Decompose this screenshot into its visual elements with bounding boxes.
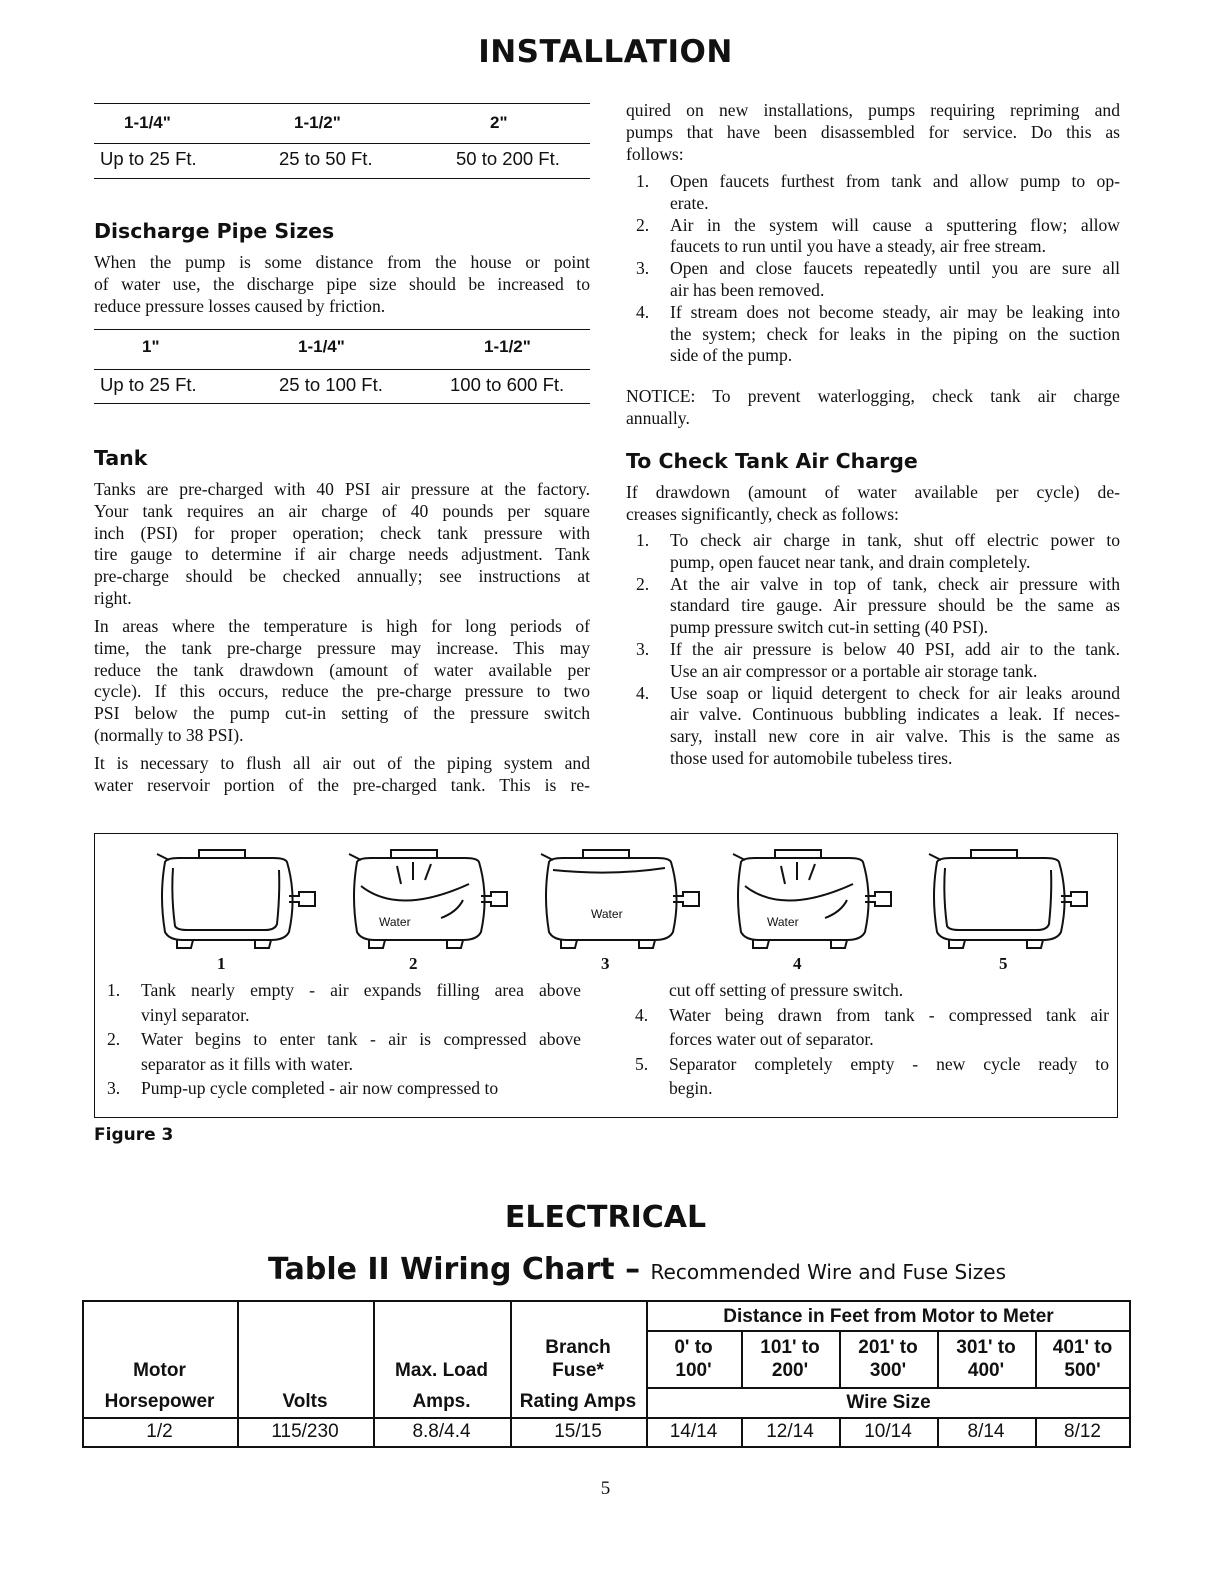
text-line: faucets to run until you have a steady, air free stream. bbox=[670, 236, 1046, 257]
text-line: water reservoir portion of the pre-charged tank. This is re- bbox=[94, 774, 590, 795]
column-header-distance: 200' bbox=[771, 1360, 809, 1381]
figure-3-box bbox=[94, 833, 1118, 1118]
text-line: In areas where the temperature is high for long periods of bbox=[94, 616, 590, 636]
table-header: 1-1/2" bbox=[484, 337, 531, 356]
list-number: 4. bbox=[636, 682, 650, 703]
list-item bbox=[636, 574, 1120, 639]
list-item bbox=[636, 530, 1120, 574]
electrical-title: ELECTRICAL bbox=[504, 1200, 707, 1235]
table-cell: 15/15 bbox=[554, 1421, 602, 1442]
caption-item bbox=[107, 978, 581, 1027]
text-line: If the air pressure is below 40 PSI, add air to the tank. bbox=[670, 638, 1120, 659]
text-line: Use an air compressor or a portable air storage tank. bbox=[670, 660, 1038, 681]
list-number: 2. bbox=[636, 214, 650, 235]
air-charge-heading: To Check Tank Air Charge bbox=[626, 449, 918, 473]
table-rule bbox=[94, 103, 590, 104]
tank-diagram-2 bbox=[339, 846, 529, 951]
column-header-distance: 101' to bbox=[760, 1337, 820, 1358]
text-line: separator as it fills with water. bbox=[141, 1053, 354, 1074]
table-rule bbox=[82, 1417, 1131, 1419]
text-line: begin. bbox=[669, 1078, 713, 1098]
text-line: creases significantly, check as follows: bbox=[626, 503, 899, 524]
tank-diagram-1 bbox=[147, 846, 337, 951]
list-item bbox=[636, 639, 1120, 683]
text-line: erate. bbox=[670, 192, 709, 213]
tank-number: 5 bbox=[999, 954, 1008, 973]
text-line: those used for automobile tubeless tires. bbox=[670, 747, 953, 768]
caption-number: 3. bbox=[107, 1078, 121, 1098]
table-rule bbox=[94, 143, 590, 144]
table-cell: 10/14 bbox=[864, 1421, 912, 1442]
table-rule bbox=[94, 178, 590, 179]
table-cell: Up to 25 Ft. bbox=[100, 148, 197, 169]
text-line: cut off setting of pressure switch. bbox=[669, 980, 904, 1000]
column-header-motor: Horsepower bbox=[104, 1391, 215, 1412]
table-header: 1-1/2" bbox=[294, 113, 341, 132]
text-line: When the pump is some distance from the house or point bbox=[94, 252, 590, 272]
text-line: tire gauge to determine if air charge needs adjustment. Tank bbox=[94, 544, 590, 565]
list-item bbox=[636, 683, 1120, 770]
list-number: 1. bbox=[636, 171, 650, 191]
tank-diagram-5 bbox=[919, 846, 1109, 951]
text-line: annually. bbox=[626, 407, 690, 428]
list-number: 1. bbox=[636, 530, 650, 550]
column-header-motor: Motor bbox=[133, 1360, 186, 1381]
table-header: 2" bbox=[490, 113, 508, 132]
list-number: 2. bbox=[636, 573, 650, 594]
list-number: 3. bbox=[636, 638, 650, 659]
tank-number: 2 bbox=[409, 954, 418, 973]
text-line: inch (PSI) for proper operation; check tank pressure with bbox=[94, 522, 590, 543]
wiring-table-title: Table II Wiring Chart – Recommended Wire and Fuse Sizes bbox=[268, 1252, 1007, 1287]
list-number: 4. bbox=[636, 301, 650, 322]
text-line: To check air charge in tank, shut off electric power to bbox=[670, 530, 1120, 550]
text-line: standard tire gauge. Air pressure should be the same as bbox=[670, 595, 1120, 616]
air-charge-steps bbox=[636, 530, 1120, 770]
text-line: Water begins to enter tank - air is compressed above bbox=[141, 1029, 581, 1049]
table-cell: 14/14 bbox=[669, 1421, 718, 1442]
table-cell: 8/14 bbox=[967, 1421, 1005, 1442]
text-line: Tanks are pre-charged with 40 PSI air pressure at the factory. bbox=[94, 479, 590, 499]
text-line: reduce the tank drawdown (amount of water available per bbox=[94, 659, 590, 680]
tank-paragraph-1 bbox=[94, 479, 590, 610]
table-rule bbox=[82, 1446, 1131, 1448]
caption-item bbox=[635, 1052, 1109, 1101]
tank-water-label: Water bbox=[591, 907, 623, 921]
discharge-paragraph bbox=[94, 252, 590, 317]
text-line: air has been removed. bbox=[670, 279, 825, 300]
figure-label: Figure 3 bbox=[94, 1125, 174, 1145]
column-header-distance: 0' to bbox=[674, 1337, 713, 1358]
column-header-distance: 401' to bbox=[1052, 1337, 1113, 1358]
text-line: reduce pressure losses caused by friction. bbox=[94, 295, 386, 316]
column-header-branch: Branch bbox=[545, 1337, 611, 1358]
tank-diagram-4 bbox=[723, 846, 913, 951]
caption-number: 1. bbox=[107, 980, 121, 1000]
table-header: 1" bbox=[142, 337, 160, 356]
text-line: Pump-up cycle completed - air now compressed to bbox=[141, 1078, 499, 1098]
text-line: It is necessary to flush all air out of the piping system and bbox=[94, 753, 590, 773]
text-line: PSI below the pump cut-in setting of the pressure switch bbox=[94, 703, 590, 724]
text-line: At the air valve in top of tank, check air pressure with bbox=[670, 573, 1120, 594]
text-line: Separator completely empty - new cycle ready to bbox=[669, 1053, 1109, 1074]
list-item bbox=[636, 302, 1120, 367]
tank-paragraph-2 bbox=[94, 616, 590, 747]
notice bbox=[626, 386, 1120, 430]
table-header: 1-1/4" bbox=[298, 337, 345, 356]
table-rule bbox=[82, 1300, 1131, 1302]
air-charge-intro bbox=[626, 482, 1120, 526]
column-header-distance: 400' bbox=[967, 1360, 1005, 1381]
text-line: Your tank requires an air charge of 40 pounds per square bbox=[94, 500, 590, 521]
column-header-branch: Rating Amps bbox=[519, 1391, 637, 1412]
text-line: quired on new installations, pumps requiring repriming and bbox=[626, 100, 1120, 120]
discharge-heading: Discharge Pipe Sizes bbox=[94, 219, 335, 243]
tank-heading: Tank bbox=[94, 446, 148, 470]
column-header-distance: 301' to bbox=[956, 1337, 1016, 1358]
table-cell: 25 to 100 Ft. bbox=[279, 374, 383, 395]
wiring-chart-table bbox=[82, 1300, 1131, 1448]
tank-water-label: Water bbox=[379, 915, 411, 929]
text-line: follows: bbox=[626, 143, 684, 164]
tank-paragraph-3 bbox=[94, 753, 590, 797]
table-cell: 1/2 bbox=[146, 1421, 173, 1442]
tank-number: 4 bbox=[793, 954, 802, 973]
figure-captions-left bbox=[107, 978, 581, 1101]
caption-item bbox=[107, 1027, 581, 1076]
column-header-max-load: Amps. bbox=[412, 1391, 471, 1412]
text-line: Water being drawn from tank - compressed tank air bbox=[669, 1004, 1109, 1025]
caption-number: 4. bbox=[635, 1004, 649, 1025]
column-header-max-load: Max. Load bbox=[395, 1360, 488, 1381]
text-line: pump pressure switch cut-in setting (40 PSI). bbox=[670, 617, 989, 638]
table-cell: 12/14 bbox=[766, 1421, 814, 1442]
caption-item bbox=[635, 1003, 1109, 1052]
page-number: 5 bbox=[600, 1478, 611, 1499]
column-header-volts: Volts bbox=[282, 1391, 328, 1412]
text-line: Open and close faucets repeatedly until you are sure all bbox=[670, 258, 1120, 279]
text-line: Open faucets furthest from tank and allow pump to op- bbox=[670, 171, 1120, 191]
distance-header: Distance in Feet from Motor to Meter bbox=[723, 1306, 1054, 1327]
list-item bbox=[636, 258, 1120, 302]
text-line: pre-charge should be checked annually; see instructions at bbox=[94, 566, 590, 587]
suction-pipe-table bbox=[94, 100, 590, 182]
table-cell: 115/230 bbox=[271, 1421, 339, 1442]
table-rule bbox=[94, 369, 590, 370]
caption-item bbox=[635, 978, 1109, 1003]
table-cell: 100 to 600 Ft. bbox=[450, 374, 565, 395]
column-header-distance: 100' bbox=[675, 1360, 712, 1381]
text-line: (normally to 38 PSI). bbox=[94, 724, 244, 745]
text-line: pump, open faucet near tank, and drain completely. bbox=[670, 551, 1031, 572]
table-rule bbox=[94, 329, 590, 330]
caption-number: 5. bbox=[635, 1053, 649, 1074]
text-line: right. bbox=[94, 587, 132, 608]
text-line: If stream does not become steady, air may be leaking into bbox=[670, 301, 1120, 322]
table-rule bbox=[646, 1330, 1131, 1332]
text-line: If drawdown (amount of water available per cycle) de- bbox=[626, 482, 1120, 502]
tank-number: 3 bbox=[601, 954, 610, 973]
text-line: pumps that have been disassembled for service. Do this as bbox=[626, 121, 1120, 142]
table-cell: 25 to 50 Ft. bbox=[279, 148, 373, 169]
table-title-main: Table II Wiring Chart bbox=[268, 1252, 615, 1287]
tank-diagram-3 bbox=[531, 846, 721, 951]
table-rule bbox=[646, 1387, 1131, 1389]
text-line: NOTICE: To prevent waterlogging, check tank air charge bbox=[626, 386, 1120, 406]
tank-number: 1 bbox=[217, 954, 226, 973]
list-number: 3. bbox=[636, 258, 650, 279]
text-line: vinyl separator. bbox=[141, 1004, 250, 1025]
text-line: sary, install new core in air valve. This is the same as bbox=[670, 726, 1120, 747]
table-cell: Up to 25 Ft. bbox=[100, 374, 197, 395]
caption-number: 2. bbox=[107, 1029, 121, 1049]
text-line: of water use, the discharge pipe size should be increased to bbox=[94, 273, 590, 294]
column-header-distance: 201' to bbox=[858, 1337, 918, 1358]
table-cell: 50 to 200 Ft. bbox=[456, 148, 560, 169]
list-item bbox=[636, 215, 1120, 259]
text-line: forces water out of separator. bbox=[669, 1029, 874, 1049]
wire-size-header: Wire Size bbox=[846, 1392, 931, 1413]
repriming-intro bbox=[626, 100, 1120, 165]
table-cell: 8/12 bbox=[1064, 1421, 1101, 1442]
column-header-branch: Fuse* bbox=[552, 1360, 604, 1381]
text-line: time, the tank pre-charge pressure may increase. This may bbox=[94, 637, 590, 658]
text-line: cycle). If this occurs, reduce the pre-charge pressure to two bbox=[94, 681, 590, 702]
figure-captions-right bbox=[635, 978, 1109, 1101]
tank-water-label: Water bbox=[767, 915, 799, 929]
text-line: Air in the system will cause a sputtering flow; allow bbox=[670, 214, 1120, 235]
text-line: air valve. Continuous bubbling indicates a leak. If neces- bbox=[670, 704, 1120, 725]
text-line: the system; check for leaks in the piping on the suction bbox=[670, 323, 1120, 344]
discharge-pipe-table bbox=[94, 326, 590, 408]
table-title-sub: Recommended Wire and Fuse Sizes bbox=[650, 1260, 1007, 1284]
table-cell: 8.8/4.4 bbox=[412, 1421, 471, 1442]
list-item bbox=[636, 171, 1120, 215]
table-header: 1-1/4" bbox=[124, 113, 171, 132]
table-rule bbox=[94, 403, 590, 404]
repriming-steps bbox=[636, 171, 1120, 367]
caption-item bbox=[107, 1076, 581, 1101]
text-line: Tank nearly empty - air expands filling area above bbox=[141, 980, 581, 1000]
text-line: side of the pump. bbox=[670, 345, 793, 366]
column-header-distance: 300' bbox=[869, 1360, 907, 1381]
page-title: INSTALLATION bbox=[478, 34, 733, 70]
column-header-distance: 500' bbox=[1064, 1360, 1101, 1381]
text-line: Use soap or liquid detergent to check for air leaks around bbox=[670, 682, 1120, 703]
